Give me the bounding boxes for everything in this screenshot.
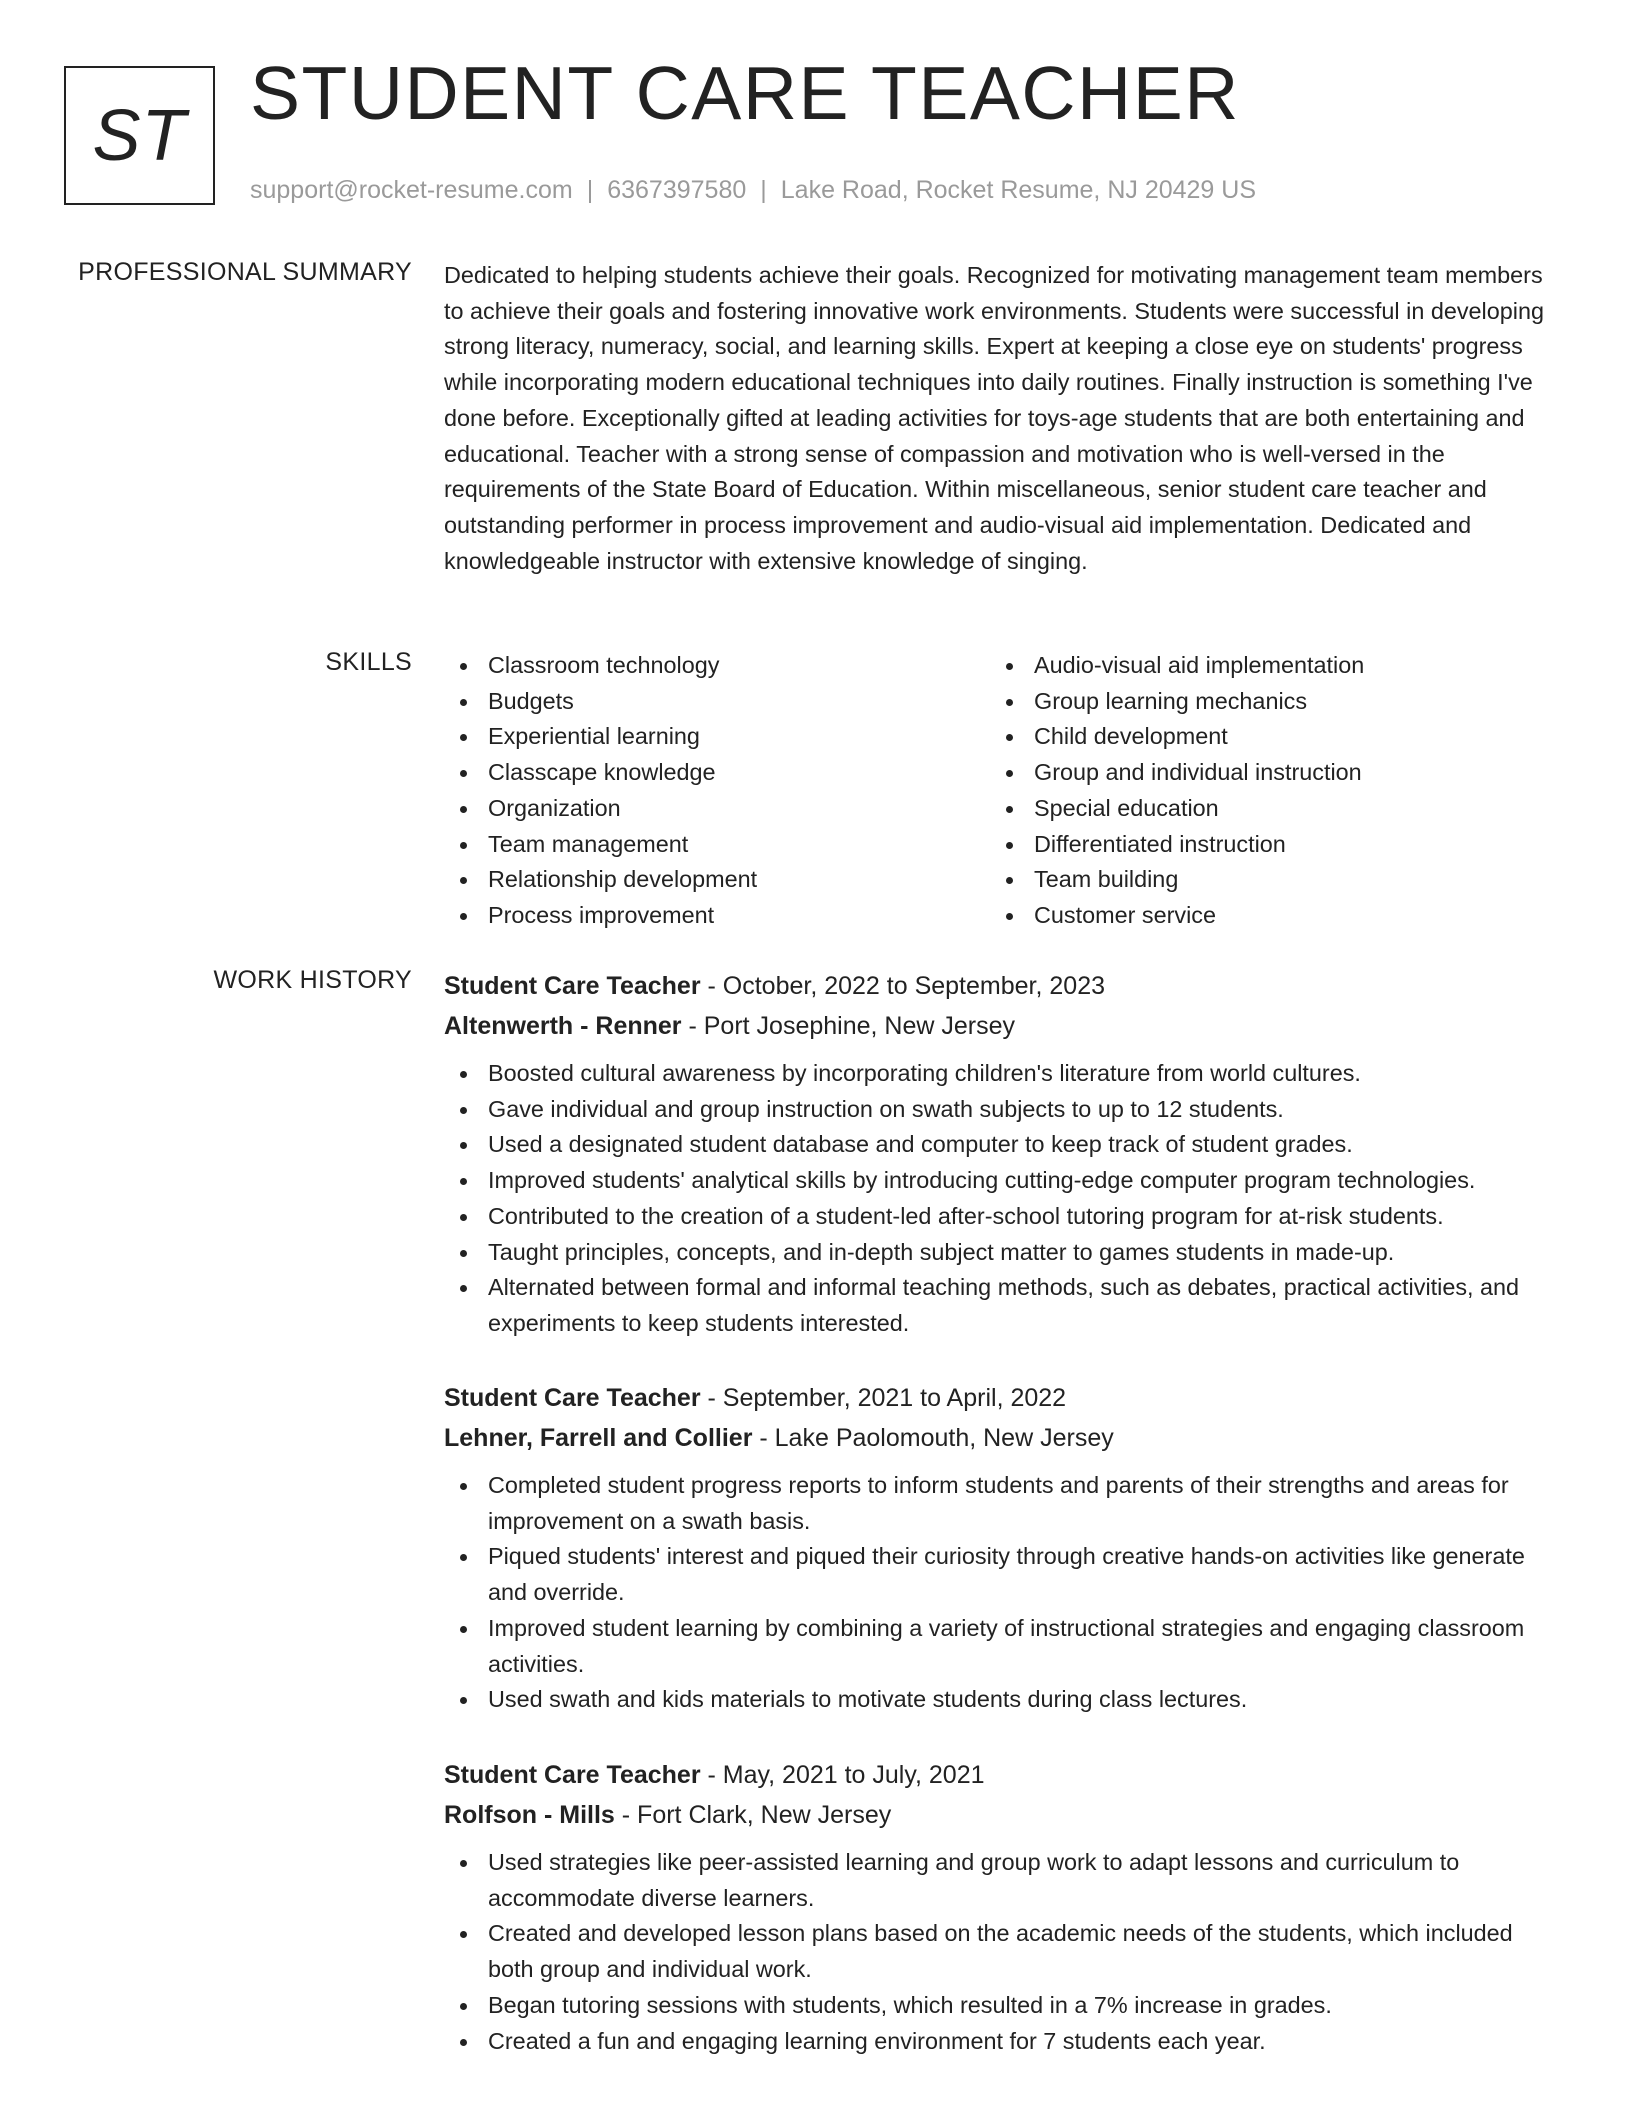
job-location: Lake Paolomouth, New Jersey [774,1424,1114,1452]
job-title-line: Student Care Teacher - May, 2021 to July, 2021 [444,1761,985,1789]
contact-email[interactable]: support@rocket-resume.com [250,176,573,204]
job-dates: October, 2022 to September, 2023 [722,972,1105,1000]
job-bullets [444,1468,1556,1718]
job-location: Port Josephine, New Jersey [703,1012,1016,1040]
job-company: Altenwerth - Renner [444,1012,682,1040]
job-bullet: Taught principles, concepts, and in-depth subject matter to games students in made-up. [444,1235,1556,1271]
skill-item: Classroom technology [444,648,990,684]
skill-item: Organization [444,791,990,827]
skill-item: Relationship development [444,862,990,898]
summary-text: Dedicated to helping students achieve their goals. Recognized for motivating management team members to achieve their goals and fostering innovative work environments. Students were successful in developing strong literacy, numeracy, social, and learning skills. Expert at keeping a close eye on students' progress while incorporating modern educational techniques into daily routines. Finally instruction is something I've done before. Exceptionally gifted at leading activities for toys-age students that are both entertaining and educational. Teacher with a strong sense of compassion and motivation who is well-versed in the requirements of the State Board of Education. Within miscellaneous, senior student care teacher and outstanding performer in process improvement and audio-visual aid implementation. Dedicated and knowledgeable instructor with extensive knowledge of singing. [444,262,1544,574]
skill-item: Group and individual instruction [990,755,1536,791]
job-bullet: Piqued students' interest and piqued their curiosity through creative hands-on activities like generate and override. [444,1539,1556,1610]
monogram-initials: ST [92,95,187,176]
job-title-line: Student Care Teacher - September, 2021 to April, 2022 [444,1384,1067,1412]
job-company-line: Lehner, Farrell and Collier - Lake Paolomouth, New Jersey [444,1424,1114,1452]
job-dates: May, 2021 to July, 2021 [722,1761,985,1789]
job-entry [444,1378,1556,1718]
job-bullet: Alternated between formal and informal teaching methods, such as debates, practical activities, and experiments to keep students interested. [444,1270,1556,1341]
job-role: Student Care Teacher [444,1384,701,1412]
job-company-line: Rolfson - Mills - Fort Clark, New Jersey [444,1801,892,1829]
job-bullet: Completed student progress reports to inform students and parents of their strengths and areas for improvement on a swath basis. [444,1468,1556,1539]
job-bullets [444,1056,1556,1342]
section-title-work-history: WORK HISTORY [213,966,412,994]
job-company: Rolfson - Mills [444,1801,615,1829]
skill-item: Team building [990,862,1536,898]
job-bullet: Improved student learning by combining a variety of instructional strategies and engaging classroom activities. [444,1611,1556,1682]
job-bullet: Began tutoring sessions with students, which resulted in a 7% increase in grades. [444,1988,1556,2024]
job-entry [444,966,1556,1342]
job-bullet: Gave individual and group instruction on swath subjects to up to 12 students. [444,1092,1556,1128]
skill-item: Process improvement [444,898,990,934]
skills-list-left [444,648,990,934]
skill-item: Classcape knowledge [444,755,990,791]
job-title-line: Student Care Teacher - October, 2022 to September, 2023 [444,972,1105,1000]
job-bullet: Boosted cultural awareness by incorporating children's literature from world cultures. [444,1056,1556,1092]
job-bullet: Improved students' analytical skills by introducing cutting-edge computer program technologies. [444,1163,1556,1199]
skill-item: Audio-visual aid implementation [990,648,1536,684]
job-role: Student Care Teacher [444,972,701,1000]
skill-item: Differentiated instruction [990,827,1536,863]
skill-item: Child development [990,719,1536,755]
contact-line [250,176,1256,205]
resume-name: STUDENT CARE TEACHER [250,51,1240,135]
skill-item: Special education [990,791,1536,827]
job-bullet: Used a designated student database and computer to keep track of student grades. [444,1127,1556,1163]
contact-address: Lake Road, Rocket Resume, NJ 20429 US [780,176,1257,204]
job-bullet: Used swath and kids materials to motivate students during class lectures. [444,1682,1556,1718]
job-bullet: Created and developed lesson plans based on the academic needs of the students, which included both group and individual work. [444,1916,1556,1987]
skill-item: Experiential learning [444,719,990,755]
skill-item: Group learning mechanics [990,684,1536,720]
job-entry [444,1755,1556,2059]
section-title-summary: PROFESSIONAL SUMMARY [78,258,412,286]
section-title-skills: SKILLS [325,648,412,676]
job-bullets [444,1845,1556,2059]
contact-separator: | [586,176,594,204]
contact-phone[interactable]: 6367397580 [607,176,747,204]
job-bullet: Created a fun and engaging learning environment for 7 students each year. [444,2024,1556,2060]
skill-item: Team management [444,827,990,863]
contact-separator: | [760,176,767,204]
job-company: Lehner, Farrell and Collier [444,1424,753,1452]
job-role: Student Care Teacher [444,1761,701,1789]
monogram-box [64,66,215,205]
job-bullet: Contributed to the creation of a student-led after-school tutoring program for at-risk students. [444,1199,1556,1235]
job-bullet: Used strategies like peer-assisted learning and group work to adapt lessons and curriculum to accommodate diverse learners. [444,1845,1556,1916]
skills-columns [444,648,1556,934]
job-company-line: Altenwerth - Renner - Port Josephine, New Jersey [444,1012,1016,1040]
skills-list-right [990,648,1536,934]
skill-item: Customer service [990,898,1536,934]
job-location: Fort Clark, New Jersey [637,1801,892,1829]
skill-item: Budgets [444,684,990,720]
job-dates: September, 2021 to April, 2022 [722,1384,1067,1412]
